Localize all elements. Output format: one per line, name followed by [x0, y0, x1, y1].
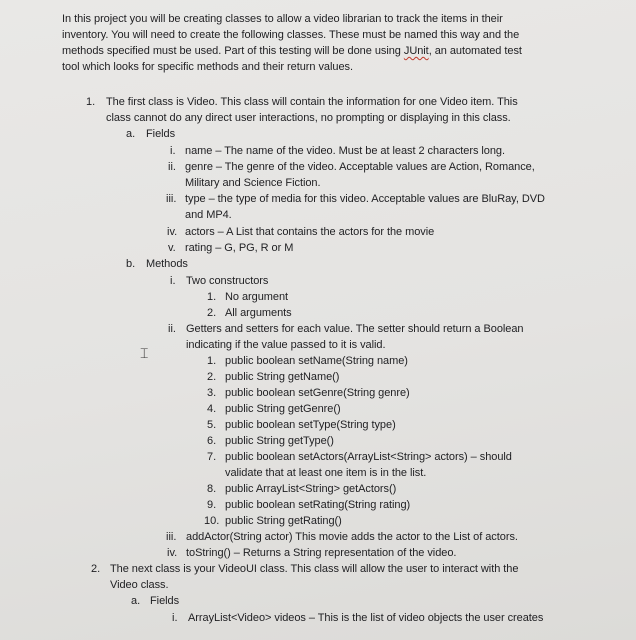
- constructors-heading: Two constructors: [186, 275, 269, 287]
- method-signature: public boolean setName(String name): [225, 355, 408, 367]
- field-number: i.: [170, 145, 176, 157]
- field-rating-text: rating – G, PG, R or M: [185, 242, 294, 254]
- intro-line: [62, 44, 522, 58]
- item2-fields-heading: Fields: [150, 595, 180, 607]
- text-cursor-icon: ⌶: [140, 346, 149, 362]
- field-genre-text: Military and Science Fiction.: [185, 177, 321, 189]
- method-signature: public String getName(): [225, 371, 340, 383]
- getset-text: Getters and setters for each value. The setter should return a Boolean: [186, 323, 524, 335]
- field-number: ii.: [168, 161, 176, 173]
- method-number: 3.: [207, 387, 217, 399]
- getset-text: indicating if the value passed to it is valid.: [186, 339, 386, 351]
- getset-number: ii.: [168, 323, 176, 335]
- field-number: iii.: [166, 193, 177, 205]
- field-number: v.: [168, 242, 176, 254]
- fields-heading: Fields: [146, 128, 176, 140]
- item-number: 2.: [91, 563, 101, 575]
- item2-fields-number: a.: [131, 595, 141, 607]
- item2-field-number: i.: [172, 612, 178, 624]
- method-signature: public boolean setGenre(String genre): [225, 387, 410, 399]
- addactor-number: iii.: [166, 531, 177, 543]
- field-actors-text: actors – A List that contains the actors for the movie: [185, 226, 435, 238]
- method-number: 7.: [207, 451, 217, 463]
- item-number: 1.: [86, 96, 96, 108]
- intro-line: inventory. You will need to create the following classes. These must be named this way and the: [62, 29, 520, 41]
- item2-text: Video class.: [110, 579, 169, 591]
- item2-field-text: ArrayList<Video> videos – This is the list of video objects the user creates: [188, 612, 544, 624]
- methods-number: b.: [126, 258, 136, 270]
- intro-line: In this project you will be creating classes to allow a video librarian to track the items in their: [62, 13, 503, 25]
- methods-heading: Methods: [146, 258, 188, 270]
- method-number: 2.: [207, 371, 217, 383]
- addactor-text: addActor(String actor) This movie adds the actor to the List of actors.: [186, 531, 518, 543]
- method-number: 4.: [207, 403, 217, 415]
- field-name-text: name – The name of the video. Must be at least 2 characters long.: [185, 145, 506, 157]
- constructor-number: 1.: [207, 291, 217, 303]
- constructor-text: All arguments: [225, 307, 292, 319]
- method-signature: public boolean setType(String type): [225, 419, 396, 431]
- method-number: 5.: [207, 419, 217, 431]
- item1-text: class cannot do any direct user interactions, no prompting or displaying in this class.: [106, 112, 511, 124]
- method-signature: public ArrayList<String> getActors(): [225, 483, 397, 495]
- item1-text: The first class is Video. This class will contain the information for one Video item. This: [106, 96, 518, 108]
- method-number: 1.: [207, 355, 217, 367]
- field-type-text: type – the type of media for this video. Acceptable values are BluRay, DVD: [185, 193, 545, 205]
- method-signature: public String getGenre(): [225, 403, 341, 415]
- method-number: 8.: [207, 483, 217, 495]
- field-number: iv.: [167, 226, 178, 238]
- constructors-number: i.: [170, 275, 176, 287]
- method-signature: validate that at least one item is in the list.: [225, 467, 427, 479]
- fields-number: a.: [126, 128, 136, 140]
- constructor-number: 2.: [207, 307, 217, 319]
- method-number: 6.: [207, 435, 217, 447]
- constructor-text: No argument: [225, 291, 289, 303]
- intro-text-before-junit: methods specified must be used. Part of this testing will be done using JUnit, an automated test: [62, 45, 522, 57]
- tostring-text: toString() – Returns a String representation of the video.: [186, 547, 457, 559]
- tostring-number: iv.: [167, 547, 178, 559]
- method-signature: public String getRating(): [225, 515, 342, 527]
- method-signature: public boolean setActors(ArrayList<String> actors) – should: [225, 451, 512, 463]
- intro-line: tool which looks for specific methods and their return values.: [62, 61, 353, 73]
- item2-text: The next class is your VideoUI class. This class will allow the user to interact with the: [110, 563, 519, 575]
- field-genre-text: genre – The genre of the video. Acceptable values are Action, Romance,: [185, 161, 535, 173]
- field-type-text: and MP4.: [185, 209, 232, 221]
- method-number: 10.: [204, 515, 220, 527]
- spellcheck-word: JUnit: [403, 45, 429, 57]
- method-signature: public boolean setRating(String rating): [225, 499, 411, 511]
- method-number: 9.: [207, 499, 217, 511]
- method-signature: public String getType(): [225, 435, 334, 447]
